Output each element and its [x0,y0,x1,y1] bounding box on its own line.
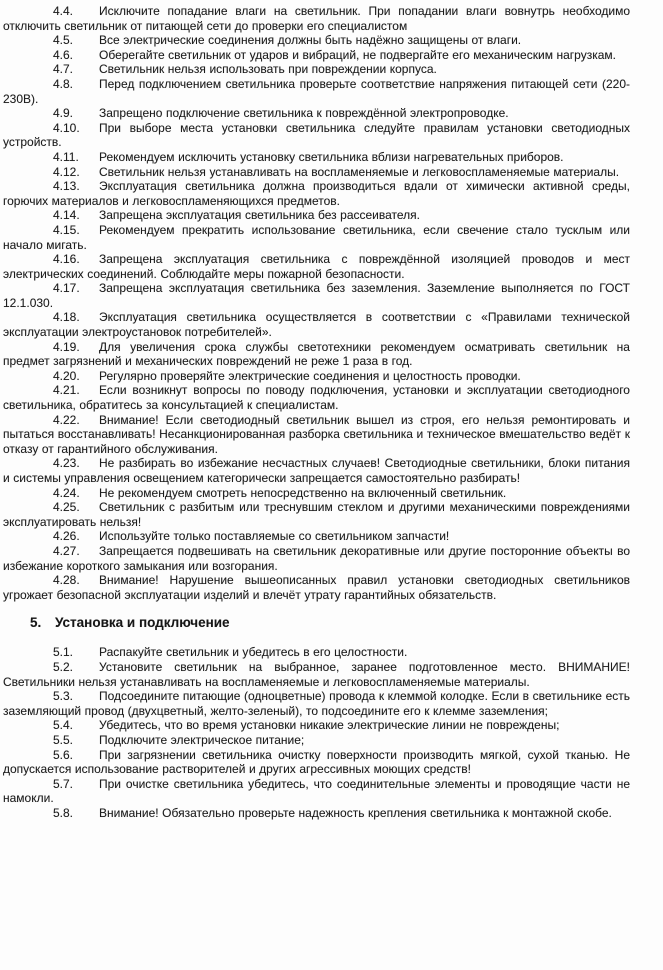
paragraph-text: Если возникнут вопросы по поводу подключения, установки и эксплуатации светодиодного светильника, обратитесь за консультацией к специалистам. [3,383,630,413]
paragraph-text: Внимание! Нарушение вышеописанных правил установки светодиодных светильников угрожает безопасной эксплуатации изделий и влечёт утрату гарантийных обязательств. [3,573,630,602]
numbered-paragraph [3,340,630,369]
numbered-paragraph [3,179,630,208]
paragraph-text: Запрещена эксплуатация светильника с повреждённой изоляцией проводов и мест электрических соединений. Соблюдайте меры пожарной безопасности. [3,252,630,281]
numbered-paragraph [3,48,630,63]
paragraph-number: 4.19. [53,339,80,354]
paragraph-text: Внимание! Если светодиодный светильник вышел из строя, его нельзя ремонтировать и пытаться восстанавливать! Несанкционированная разборка светильника и техническое вмешательство ведёт к отказу от гарантийного обслуживания. [3,412,630,456]
paragraph-number: 5.3. [53,689,74,704]
paragraph-text: Рекомендуем исключить установку светильника вблизи нагревательных приборов. [99,149,564,164]
numbered-paragraph [3,733,630,748]
paragraph-text: Эксплуатация светильника осуществляется в соответствии с «Правилами технической эксплуатации электроустановок потребителей». [3,310,630,340]
paragraph-text: Эксплуатация светильника должна производиться вдали от химически активной среды, горючих материалов и легковоспламеняющихся предметов. [3,179,630,208]
numbered-paragraph [3,281,630,310]
numbered-paragraph [3,33,630,48]
paragraph-number: 4.9. [53,106,74,121]
paragraph-number: 4.18. [53,310,80,325]
paragraph-text: Распакуйте светильник и убедитесь в его целостности. [99,645,408,660]
paragraph-text: Используйте только поставляемые со светильником запчасти! [99,529,450,544]
paragraph-number: 4.24. [53,485,80,500]
paragraph-number: 4.14. [53,208,80,223]
paragraph-text: Светильник нельзя использовать при повреждении корпуса. [99,62,437,77]
paragraph-text: Не рекомендуем смотреть непосредственно на включенный светильник. [99,485,507,500]
paragraph-text: Рекомендуем прекратить использование светильника, если свечение стало тусклым или начало мигать. [3,222,630,252]
paragraph-text: Светильник с разбитым или треснувшим стеклом и другими механическими повреждениями эксплуатировать нельзя! [3,500,630,529]
numbered-paragraph [3,106,630,121]
paragraph-text: Подсоедините питающие (одноцветные) провода к клеммой колодке. Если в светильнике есть заземляющий провод (двухцветный, желто-зеленый), то подсоедините его к клемме заземления; [3,689,630,718]
paragraph-number: 4.6. [53,47,74,62]
paragraph-text: Убедитесь, что во время установки никакие электрические линии не повреждены; [99,718,560,733]
paragraph-text: Для увеличения срока службы светотехники рекомендуем осматривать светильник на предмет загрязнений и механических повреждений не реже 1 раза в год. [3,339,630,369]
paragraph-number: 5.8. [53,805,74,820]
paragraph-number: 4.28. [53,573,80,588]
paragraph-number: 4.12. [53,164,80,179]
paragraph-number: 4.13. [53,179,80,194]
paragraph-text: Запрещается подвешивать на светильник декоративные или другие посторонние объекты во избежание короткого замыкания или возгорания. [3,543,630,573]
paragraph-text: Исключите попадание влаги на светильник. При попадании влаги вовнутрь необходимо отключить светильник от питающей сети до проверки его специалистом [3,4,630,33]
numbered-paragraph [3,645,630,660]
paragraph-text: Запрещено подключение светильника к повреждённой электропроводке. [99,106,509,121]
paragraph-number: 5.7. [53,776,74,791]
paragraph-number: 4.21. [53,383,80,398]
paragraph-text: Оберегайте светильник от ударов и вибраций, не подвергайте его механическим нагрузкам. [99,47,616,62]
numbered-paragraph [3,500,630,529]
numbered-paragraph [3,252,630,281]
paragraph-number: 4.16. [53,252,80,267]
paragraph-text: Внимание! Обязательно проверьте надежность крепления светильника к монтажной скобе. [99,805,612,820]
paragraph-number: 4.8. [53,76,74,91]
section-heading [30,614,630,631]
numbered-paragraph [3,310,630,339]
section-heading-title: Установка и подключение [55,615,230,631]
numbered-paragraph [3,529,630,544]
paragraph-number: 4.27. [53,543,80,558]
paragraph-text: Перед подключением светильника проверьте соответствие напряжения питающей сети (220-230В). [3,76,630,106]
paragraph-text: Запрещена эксплуатация светильника без рассеивателя. [99,208,420,223]
numbered-paragraph [3,383,630,412]
paragraph-number: 5.4. [53,718,74,733]
paragraph-text: Светильник нельзя устанавливать на воспламеняемые и легковоспламеняемые материалы. [99,164,620,179]
numbered-paragraph [3,223,630,252]
numbered-paragraph [3,777,630,806]
numbered-paragraph [3,456,630,485]
paragraph-text: При выборе места установки светильника следуйте правилам установки светодиодных устройств. [3,120,630,150]
paragraph-number: 4.5. [53,33,74,48]
numbered-paragraph [3,77,630,106]
paragraph-number: 4.20. [53,368,80,383]
section-heading-number: 5. [30,615,42,631]
numbered-paragraph [3,150,630,165]
numbered-paragraph [3,806,630,821]
paragraph-number: 5.5. [53,732,74,747]
numbered-paragraph [3,4,630,33]
paragraph-text: Подключите электрическое питание; [99,732,305,747]
paragraph-number: 4.7. [53,62,74,77]
paragraph-number: 4.4. [53,4,74,18]
paragraph-number: 4.25. [53,500,80,515]
numbered-paragraph [3,718,630,733]
paragraph-number: 4.23. [53,456,80,471]
paragraph-text: Установите светильник на выбранное, заранее подготовленное место. ВНИМАНИЕ! Светильники нельзя устанавливать на воспламеняемые и легковоспламеняемые материалы. [3,659,630,689]
paragraph-number: 5.6. [53,747,74,762]
paragraph-number: 4.10. [53,120,80,135]
numbered-paragraph [3,413,630,457]
numbered-paragraph [3,208,630,223]
numbered-paragraph [3,165,630,180]
paragraph-text: Запрещена эксплуатация светильника без заземления. Заземление выполняется по ГОСТ 12.1.030. [3,281,630,310]
paragraph-text: При загрязнении светильника очистку поверхности производить мягкой, сухой тканью. Не допускается использование растворителей и других агрессивных моющих средств! [3,747,630,777]
document-body [3,4,630,820]
numbered-paragraph [3,660,630,689]
paragraph-number: 4.17. [53,281,80,296]
numbered-paragraph [3,62,630,77]
numbered-paragraph [3,369,630,384]
paragraph-number: 4.22. [53,412,80,427]
paragraph-number: 5.2. [53,659,74,674]
paragraph-number: 4.11. [53,149,79,164]
numbered-paragraph [3,689,630,718]
paragraph-text: Все электрические соединения должны быть надёжно защищены от влаги. [99,33,522,48]
paragraph-number: 5.1. [53,645,74,660]
paragraph-text: Регулярно проверяйте электрические соединения и целостность проводки. [99,368,521,383]
paragraph-text: При очистке светильника убедитесь, что соединительные элементы и проводящие части не намокли. [3,776,630,806]
numbered-paragraph [3,748,630,777]
numbered-paragraph [3,544,630,573]
paragraph-number: 4.15. [53,222,80,237]
numbered-paragraph [3,121,630,150]
numbered-paragraph [3,486,630,501]
numbered-paragraph [3,573,630,602]
paragraph-number: 4.26. [53,529,80,544]
paragraph-text: Не разбирать во избежание несчастных случаев! Светодиодные светильники, блоки питания и системы управления освещением категорически запрещается самостоятельно разбирать! [3,456,630,485]
